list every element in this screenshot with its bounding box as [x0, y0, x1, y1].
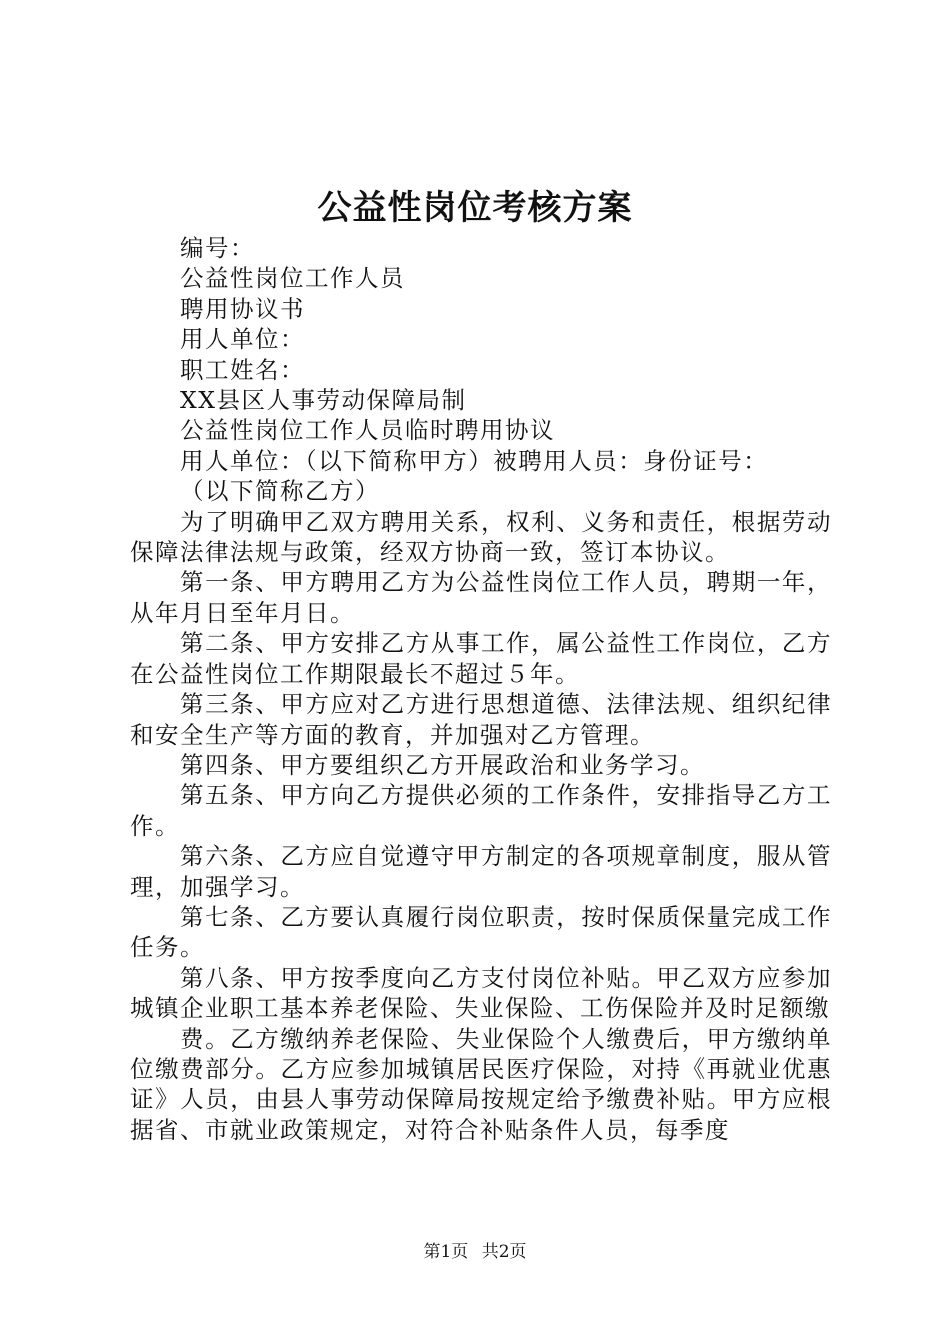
header-line-position: 公益性岗位工作人员	[180, 264, 405, 293]
header-line-agreement: 聘用协议书	[180, 294, 305, 323]
paragraph-article-1: 第一条、甲方聘用乙方为公益性岗位工作人员，聘期一年，从年月日至年月日。	[130, 568, 832, 627]
paragraph-article-5: 第五条、甲方向乙方提供必须的工作条件，安排指导乙方工作。	[130, 781, 832, 840]
header-line-employee-name: 职工姓名：	[180, 355, 305, 384]
document-body	[130, 233, 832, 1145]
paragraph-article-6: 第六条、乙方应自觉遵守甲方制定的各项规章制度，服从管理，加强学习。	[130, 842, 832, 901]
paragraph-preamble: 为了明确甲乙双方聘用关系，权利、义务和责任，根据劳动保障法律法规与政策，经双方协商一致，签订本协议。	[130, 507, 832, 567]
header-line-number: 编号：	[180, 234, 255, 262]
paragraph-article-8: 第八条、甲方按季度向乙方支付岗位补贴。甲乙双方应参加城镇企业职工基本养老保险、失业保险、工伤保险并及时足额缴	[130, 963, 832, 1023]
paragraph-article-7: 第七条、乙方要认真履行岗位职责，按时保质保量完成工作任务。	[130, 902, 832, 962]
page-footer	[0, 1240, 950, 1264]
document-title: 公益性岗位考核方案	[317, 188, 633, 228]
header-line-party-b: （以下简称乙方）	[180, 477, 380, 506]
paragraph-article-3: 第三条、甲方应对乙方进行思想道德、法律法规、组织纪律和安全生产等方面的教育，并加强对乙方管理。	[130, 690, 832, 749]
paragraph-article-8-continued: 费。乙方缴纳养老保险、失业保险个人缴费后，甲方缴纳单位缴费部分。乙方应参加城镇居民医疗保险，对持《再就业优惠证》人员，由县人事劳动保障局按规定给予缴费补贴。甲方应根据省、市就业政策规定，对符合补贴条件人员，每季度	[130, 1024, 832, 1144]
header-line-issuer: XX县区人事劳动保障局制	[180, 386, 467, 415]
header-line-employer: 用人单位：	[180, 325, 305, 354]
page-number-current: 第1页	[423, 1242, 469, 1262]
header-line-parties: 用人单位：（以下简称甲方）被聘用人员：身份证号：	[180, 446, 769, 475]
page-number-total: 共2页	[481, 1242, 527, 1262]
paragraph-article-4: 第四条、甲方要组织乙方开展政治和业务学习。	[180, 750, 705, 779]
paragraph-article-2: 第二条、甲方安排乙方从事工作，属公益性工作岗位，乙方在公益性岗位工作期限最长不超过５年。	[130, 629, 832, 688]
header-line-agreement-title: 公益性岗位工作人员临时聘用协议	[180, 416, 555, 445]
